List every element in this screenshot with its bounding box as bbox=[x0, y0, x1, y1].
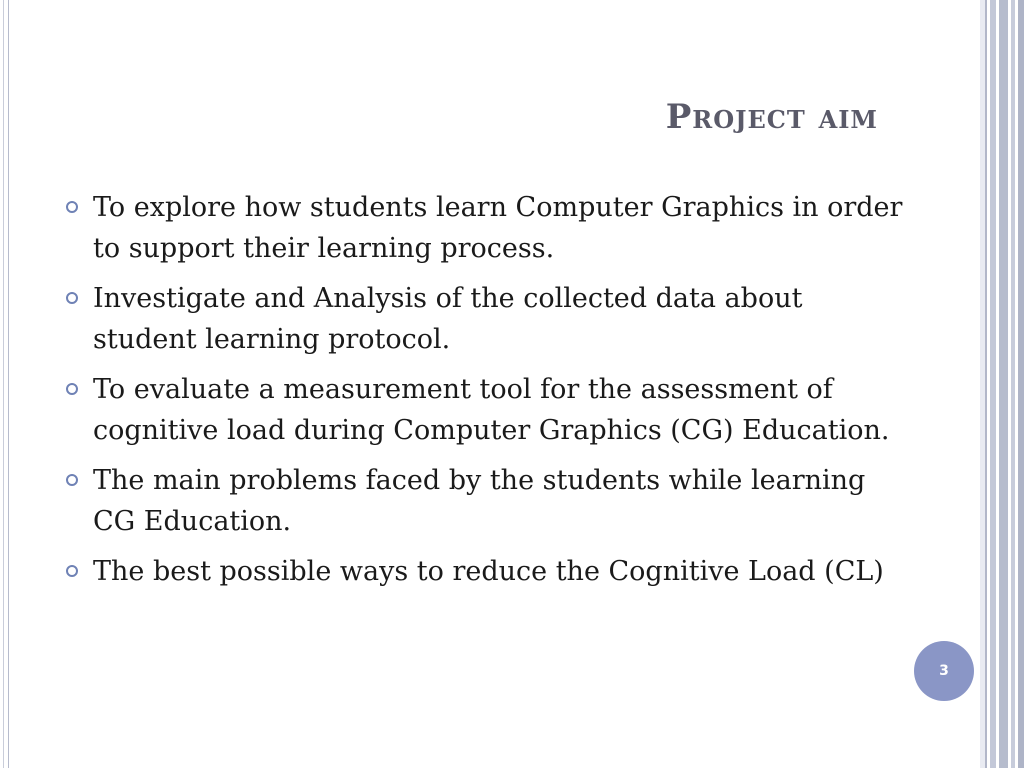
bullet-list bbox=[66, 187, 906, 601]
bullet-item bbox=[66, 278, 906, 360]
bullet-text: Investigate and Analysis of the collected data about student learning protocol. bbox=[93, 283, 803, 355]
ring-bullet-icon bbox=[66, 474, 78, 486]
bullet-item bbox=[66, 369, 906, 451]
left-border-decoration bbox=[0, 0, 9, 768]
bullet-text: To explore how students learn Computer Graphics in order to support their learning process. bbox=[93, 192, 903, 264]
ring-bullet-icon bbox=[66, 565, 78, 577]
bullet-item bbox=[66, 460, 906, 542]
bullet-item bbox=[66, 187, 906, 269]
bullet-text: The main problems faced by the students while learning CG Education. bbox=[93, 465, 866, 537]
right-border-decoration bbox=[980, 0, 1024, 768]
ring-bullet-icon bbox=[66, 292, 78, 304]
slide-title: Project aim bbox=[665, 97, 878, 137]
bullet-item bbox=[66, 551, 906, 592]
bullet-text: The best possible ways to reduce the Cognitive Load (CL) bbox=[93, 556, 884, 587]
page-number-badge: 3 bbox=[914, 641, 974, 701]
bullet-text: To evaluate a measurement tool for the assessment of cognitive load during Computer Graphics (CG) Education. bbox=[93, 374, 890, 446]
ring-bullet-icon bbox=[66, 201, 78, 213]
ring-bullet-icon bbox=[66, 383, 78, 395]
